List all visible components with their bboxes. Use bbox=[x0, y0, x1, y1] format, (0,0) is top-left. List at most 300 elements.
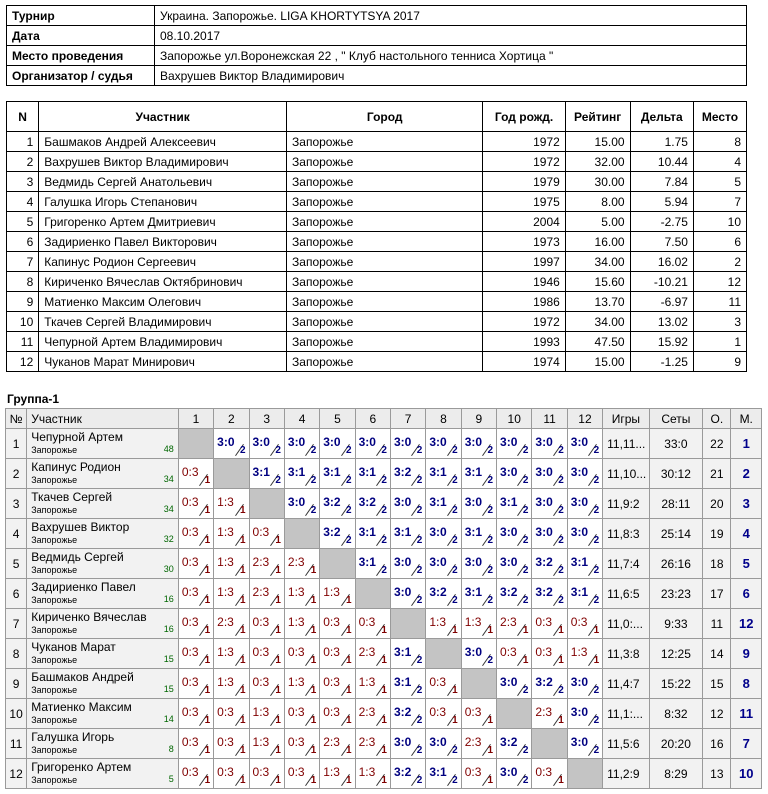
match-result bbox=[214, 579, 249, 609]
group-header-col: 12 bbox=[567, 409, 602, 429]
match-score: 1:3 bbox=[287, 675, 305, 689]
match-result bbox=[355, 699, 390, 729]
participant-delta: -2.75 bbox=[630, 212, 693, 232]
match-score: 3:2 bbox=[500, 585, 518, 599]
match-result bbox=[178, 459, 213, 489]
match-result bbox=[497, 579, 532, 609]
match-result bbox=[214, 519, 249, 549]
match-score: 0:3 bbox=[181, 705, 199, 719]
match-score: 3:1 bbox=[500, 495, 518, 509]
match-points: 2 bbox=[558, 535, 564, 546]
match-result bbox=[355, 669, 390, 699]
player-rating: 14 bbox=[163, 714, 174, 724]
match-score: 3:1 bbox=[429, 495, 447, 509]
match-score: 3:0 bbox=[535, 435, 553, 449]
match-points: 1 bbox=[204, 595, 211, 606]
group-row bbox=[6, 549, 762, 579]
player-name: Чуканов Марат bbox=[31, 639, 116, 654]
match-points: 2 bbox=[558, 685, 564, 696]
group-row-number: 6 bbox=[6, 579, 27, 609]
participant-place: 1 bbox=[693, 332, 746, 352]
match-score: 3:0 bbox=[217, 435, 235, 449]
group-row bbox=[6, 699, 762, 729]
match-points: 2 bbox=[487, 595, 494, 606]
match-result bbox=[567, 699, 602, 729]
match-points: 2 bbox=[487, 475, 494, 486]
diagonal-cell bbox=[320, 549, 355, 579]
participant-place: 9 bbox=[693, 352, 746, 372]
match-result bbox=[567, 519, 602, 549]
group-row bbox=[6, 609, 762, 639]
match-score: 3:0 bbox=[393, 735, 412, 749]
match-points: 1 bbox=[239, 745, 246, 756]
match-result bbox=[284, 489, 319, 519]
player-rating: 34 bbox=[163, 474, 174, 484]
match-result bbox=[214, 759, 249, 789]
match-result bbox=[426, 459, 461, 489]
participant-city: Запорожье bbox=[287, 252, 483, 272]
match-score: 3:0 bbox=[500, 765, 518, 779]
match-score: 3:2 bbox=[323, 525, 341, 539]
match-points: 1 bbox=[522, 655, 529, 666]
match-score: 0:3 bbox=[535, 645, 553, 659]
match-result bbox=[497, 609, 532, 639]
participant-n: 8 bbox=[7, 272, 39, 292]
match-points: 1 bbox=[275, 625, 281, 636]
group-header-col: 10 bbox=[497, 409, 532, 429]
match-score: 0:3 bbox=[217, 765, 234, 779]
player-points: 13 bbox=[703, 759, 731, 789]
match-score: 0:3 bbox=[252, 765, 270, 779]
match-points: 1 bbox=[275, 535, 281, 546]
match-score: 3:2 bbox=[535, 555, 553, 569]
match-result bbox=[320, 489, 355, 519]
match-score: 0:3 bbox=[323, 705, 340, 719]
participant-city: Запорожье bbox=[287, 272, 483, 292]
match-result bbox=[178, 639, 213, 669]
match-score: 2:3 bbox=[358, 645, 376, 659]
match-score: 1:3 bbox=[217, 675, 234, 689]
participant-city: Запорожье bbox=[287, 212, 483, 232]
match-points: 2 bbox=[487, 445, 494, 456]
match-score: 3:0 bbox=[429, 435, 447, 449]
match-result bbox=[214, 609, 249, 639]
match-points: 2 bbox=[522, 775, 529, 786]
match-result bbox=[320, 459, 355, 489]
player-points: 18 bbox=[703, 549, 731, 579]
match-score: 1:3 bbox=[217, 555, 234, 569]
match-result bbox=[249, 579, 284, 609]
match-result bbox=[532, 519, 567, 549]
match-result bbox=[532, 459, 567, 489]
match-points: 1 bbox=[593, 655, 600, 666]
match-result bbox=[284, 549, 319, 579]
participant-row bbox=[7, 352, 747, 372]
match-score: 3:0 bbox=[500, 525, 518, 539]
group-header-col: 1 bbox=[178, 409, 213, 429]
participant-n: 2 bbox=[7, 152, 39, 172]
match-score: 0:3 bbox=[287, 645, 305, 659]
match-result bbox=[214, 429, 249, 459]
match-result bbox=[532, 609, 567, 639]
match-points: 1 bbox=[204, 655, 211, 666]
match-score: 3:1 bbox=[358, 465, 376, 479]
participant-name: Задириенко Павел Викторович bbox=[39, 232, 287, 252]
match-score: 3:0 bbox=[464, 435, 483, 449]
match-result bbox=[249, 729, 284, 759]
group-player bbox=[27, 579, 179, 609]
match-score: 1:3 bbox=[429, 615, 447, 629]
player-points: 14 bbox=[703, 639, 731, 669]
match-score: 2:3 bbox=[287, 555, 305, 569]
participant-rating: 15.00 bbox=[565, 132, 630, 152]
match-points: 2 bbox=[346, 445, 352, 456]
match-score: 3:0 bbox=[323, 435, 341, 449]
match-points: 2 bbox=[558, 505, 564, 516]
match-points: 1 bbox=[204, 715, 211, 726]
match-points: 1 bbox=[452, 625, 458, 636]
diagonal-cell bbox=[567, 759, 602, 789]
match-result bbox=[284, 459, 319, 489]
player-city: Запорожье bbox=[31, 684, 78, 695]
match-result bbox=[320, 639, 355, 669]
participant-year: 1975 bbox=[483, 192, 565, 212]
group-player bbox=[27, 429, 179, 459]
info-row bbox=[7, 6, 747, 26]
match-result bbox=[461, 549, 496, 579]
group-player bbox=[27, 639, 179, 669]
match-points: 2 bbox=[522, 565, 529, 576]
match-points: 2 bbox=[558, 565, 564, 576]
info-label: Турнир bbox=[7, 6, 155, 26]
match-points: 1 bbox=[346, 595, 352, 606]
match-points: 2 bbox=[593, 535, 600, 546]
match-result bbox=[390, 429, 425, 459]
match-result bbox=[284, 759, 319, 789]
match-score: 1:3 bbox=[217, 495, 234, 509]
group-row bbox=[6, 459, 762, 489]
participant-n: 4 bbox=[7, 192, 39, 212]
participant-place: 8 bbox=[693, 132, 746, 152]
participant-city: Запорожье bbox=[287, 172, 483, 192]
group-player bbox=[27, 699, 179, 729]
match-score: 2:3 bbox=[358, 705, 376, 719]
match-result bbox=[284, 729, 319, 759]
match-score: 3:2 bbox=[358, 495, 376, 509]
player-rating: 48 bbox=[163, 444, 174, 454]
match-result bbox=[567, 729, 602, 759]
match-result bbox=[178, 609, 213, 639]
group-player bbox=[27, 519, 179, 549]
player-place: 2 bbox=[731, 459, 762, 489]
participant-name: Капинус Родион Сергеевич bbox=[39, 252, 287, 272]
player-sets: 8:29 bbox=[649, 759, 703, 789]
match-result bbox=[426, 609, 461, 639]
participant-city: Запорожье bbox=[287, 192, 483, 212]
group-header-col: 9 bbox=[461, 409, 496, 429]
match-result bbox=[355, 429, 390, 459]
match-score: 3:2 bbox=[429, 585, 447, 599]
participant-rating: 47.50 bbox=[565, 332, 630, 352]
match-points: 2 bbox=[275, 475, 281, 486]
match-result bbox=[461, 609, 496, 639]
player-sets: 8:32 bbox=[649, 699, 703, 729]
participant-row bbox=[7, 132, 747, 152]
match-points: 1 bbox=[275, 715, 281, 726]
participant-row bbox=[7, 312, 747, 332]
match-result bbox=[426, 759, 461, 789]
match-score: 0:3 bbox=[535, 615, 553, 629]
player-rating: 34 bbox=[163, 504, 174, 514]
match-result bbox=[390, 759, 425, 789]
group-row bbox=[6, 519, 762, 549]
match-score: 2:3 bbox=[358, 735, 376, 749]
tournament-info-table bbox=[6, 5, 747, 86]
match-points: 2 bbox=[452, 565, 458, 576]
match-score: 0:3 bbox=[358, 615, 376, 629]
match-result bbox=[567, 609, 602, 639]
match-result bbox=[390, 459, 425, 489]
match-points: 2 bbox=[310, 505, 317, 516]
match-score: 3:1 bbox=[358, 525, 376, 539]
match-points: 1 bbox=[310, 595, 317, 606]
group-row bbox=[6, 579, 762, 609]
match-score: 0:3 bbox=[217, 735, 234, 749]
match-points: 2 bbox=[416, 655, 423, 666]
group-row-number: 4 bbox=[6, 519, 27, 549]
header-delta: Дельта bbox=[630, 102, 693, 132]
match-score: 3:2 bbox=[535, 675, 553, 689]
match-result bbox=[461, 759, 496, 789]
match-points: 2 bbox=[346, 475, 352, 486]
match-points: 1 bbox=[204, 505, 211, 516]
match-points: 2 bbox=[452, 745, 458, 756]
match-points: 2 bbox=[522, 505, 529, 516]
match-result bbox=[497, 489, 532, 519]
group-row-number: 11 bbox=[6, 729, 27, 759]
player-points: 12 bbox=[703, 699, 731, 729]
match-points: 2 bbox=[275, 445, 281, 456]
player-name: Ткачев Сергей bbox=[31, 489, 113, 504]
match-result bbox=[284, 429, 319, 459]
match-score: 2:3 bbox=[217, 615, 234, 629]
group-header-col: 5 bbox=[320, 409, 355, 429]
match-points: 1 bbox=[487, 625, 494, 636]
match-points: 2 bbox=[452, 535, 458, 546]
player-points: 20 bbox=[703, 489, 731, 519]
player-games: 11,5:6 bbox=[603, 729, 649, 759]
match-points: 2 bbox=[416, 775, 423, 786]
match-score: 3:0 bbox=[535, 525, 553, 539]
participant-place: 5 bbox=[693, 172, 746, 192]
match-points: 1 bbox=[275, 565, 281, 576]
group-row-number: 10 bbox=[6, 699, 27, 729]
player-points: 21 bbox=[703, 459, 731, 489]
player-sets: 9:33 bbox=[649, 609, 703, 639]
match-result bbox=[284, 669, 319, 699]
match-points: 2 bbox=[416, 535, 423, 546]
group-player bbox=[27, 549, 179, 579]
participant-delta: -6.97 bbox=[630, 292, 693, 312]
player-city: Запорожье bbox=[31, 504, 78, 515]
player-games: 11,0:... bbox=[603, 609, 649, 639]
group-header-col: 4 bbox=[284, 409, 319, 429]
group-row-number: 8 bbox=[6, 639, 27, 669]
match-result bbox=[567, 549, 602, 579]
group-header-row bbox=[6, 409, 762, 429]
group-title: Группа-1 bbox=[7, 392, 60, 406]
match-points: 2 bbox=[522, 685, 529, 696]
match-result bbox=[355, 549, 390, 579]
match-score: 3:2 bbox=[393, 705, 412, 719]
match-points: 2 bbox=[522, 595, 529, 606]
player-city: Запорожье bbox=[31, 714, 78, 725]
match-points: 2 bbox=[558, 595, 564, 606]
match-score: 3:2 bbox=[500, 735, 518, 749]
match-score: 0:3 bbox=[570, 615, 588, 629]
match-points: 1 bbox=[558, 625, 564, 636]
match-points: 2 bbox=[487, 565, 494, 576]
match-result bbox=[355, 609, 390, 639]
match-score: 0:3 bbox=[535, 765, 553, 779]
match-score: 1:3 bbox=[464, 615, 482, 629]
player-name: Башмаков Андрей bbox=[31, 669, 134, 684]
match-score: 1:3 bbox=[287, 585, 305, 599]
match-points: 1 bbox=[204, 685, 211, 696]
match-result bbox=[355, 519, 390, 549]
match-score: 0:3 bbox=[287, 705, 305, 719]
participant-row bbox=[7, 232, 747, 252]
match-points: 1 bbox=[381, 715, 387, 726]
participant-delta: 7.50 bbox=[630, 232, 693, 252]
match-result bbox=[249, 759, 284, 789]
player-name: Кириченко Вячеслав bbox=[31, 609, 147, 624]
match-score: 3:0 bbox=[535, 465, 553, 479]
group-player bbox=[27, 729, 179, 759]
match-points: 2 bbox=[381, 445, 387, 456]
participant-row bbox=[7, 252, 747, 272]
info-row bbox=[7, 46, 747, 66]
player-name: Галушка Игорь bbox=[31, 729, 115, 744]
player-city: Запорожье bbox=[31, 774, 78, 785]
match-points: 2 bbox=[487, 535, 494, 546]
match-score: 0:3 bbox=[287, 735, 305, 749]
participant-year: 2004 bbox=[483, 212, 565, 232]
match-points: 2 bbox=[416, 445, 423, 456]
match-score: 3:0 bbox=[570, 705, 589, 719]
info-value: Запорожье ул.Воронежская 22 , " Клуб настольного тенниса Хортица " bbox=[155, 46, 747, 66]
match-points: 1 bbox=[522, 625, 529, 636]
match-points: 2 bbox=[452, 595, 458, 606]
match-result bbox=[497, 639, 532, 669]
player-points: 15 bbox=[703, 669, 731, 699]
match-points: 1 bbox=[346, 655, 352, 666]
player-points: 19 bbox=[703, 519, 731, 549]
match-points: 2 bbox=[416, 595, 423, 606]
match-result bbox=[249, 639, 284, 669]
match-result bbox=[497, 429, 532, 459]
match-result bbox=[461, 519, 496, 549]
diagonal-cell bbox=[214, 459, 249, 489]
player-games: 11,3:8 bbox=[603, 639, 649, 669]
match-points: 1 bbox=[310, 775, 317, 786]
match-points: 1 bbox=[487, 715, 494, 726]
player-points: 22 bbox=[703, 429, 731, 459]
match-score: 0:3 bbox=[181, 615, 199, 629]
match-result bbox=[178, 549, 213, 579]
match-points: 2 bbox=[593, 745, 600, 756]
participant-place: 10 bbox=[693, 212, 746, 232]
header-name: Участник bbox=[39, 102, 287, 132]
match-result bbox=[497, 549, 532, 579]
participant-n: 12 bbox=[7, 352, 39, 372]
player-name: Капинус Родион bbox=[31, 459, 121, 474]
match-result bbox=[390, 639, 425, 669]
player-rating: 15 bbox=[163, 654, 174, 664]
player-place: 7 bbox=[731, 729, 762, 759]
participant-delta: 10.44 bbox=[630, 152, 693, 172]
participant-place: 12 bbox=[693, 272, 746, 292]
match-result bbox=[249, 699, 284, 729]
participant-year: 1972 bbox=[483, 132, 565, 152]
match-score: 3:1 bbox=[464, 525, 483, 539]
group-header-col: 7 bbox=[390, 409, 425, 429]
match-score: 3:0 bbox=[464, 495, 483, 509]
participant-place: 3 bbox=[693, 312, 746, 332]
match-points: 2 bbox=[239, 445, 246, 456]
player-games: 11,11... bbox=[603, 429, 649, 459]
player-sets: 26:16 bbox=[649, 549, 703, 579]
match-score: 0:3 bbox=[252, 615, 270, 629]
group-row-number: 1 bbox=[6, 429, 27, 459]
match-points: 2 bbox=[487, 655, 494, 666]
group-row bbox=[6, 639, 762, 669]
match-points: 1 bbox=[275, 655, 281, 666]
group-row-number: 5 bbox=[6, 549, 27, 579]
match-points: 1 bbox=[558, 715, 564, 726]
match-score: 3:0 bbox=[358, 435, 376, 449]
match-points: 2 bbox=[522, 745, 529, 756]
participant-delta: 13.02 bbox=[630, 312, 693, 332]
player-rating: 32 bbox=[163, 534, 174, 544]
match-points: 2 bbox=[416, 565, 423, 576]
match-points: 2 bbox=[522, 535, 529, 546]
match-result bbox=[320, 759, 355, 789]
match-points: 1 bbox=[239, 505, 246, 516]
player-name: Ведмидь Сергей bbox=[31, 549, 124, 564]
participant-n: 5 bbox=[7, 212, 39, 232]
match-result bbox=[249, 549, 284, 579]
match-score: 0:3 bbox=[323, 615, 340, 629]
match-score: 3:1 bbox=[393, 675, 412, 689]
diagonal-cell bbox=[249, 489, 284, 519]
match-score: 3:0 bbox=[500, 675, 518, 689]
match-score: 2:3 bbox=[252, 555, 270, 569]
match-result bbox=[426, 489, 461, 519]
participant-delta: -10.21 bbox=[630, 272, 693, 292]
match-score: 3:1 bbox=[429, 465, 447, 479]
group-header-sets: Сеты bbox=[649, 409, 703, 429]
match-score: 3:0 bbox=[393, 435, 412, 449]
player-sets: 23:23 bbox=[649, 579, 703, 609]
match-score: 0:3 bbox=[181, 525, 199, 539]
match-score: 3:0 bbox=[500, 435, 518, 449]
player-city: Запорожье bbox=[31, 564, 78, 575]
match-score: 3:0 bbox=[429, 525, 447, 539]
match-points: 2 bbox=[416, 505, 423, 516]
participant-row bbox=[7, 292, 747, 312]
group-header-col: 6 bbox=[355, 409, 390, 429]
